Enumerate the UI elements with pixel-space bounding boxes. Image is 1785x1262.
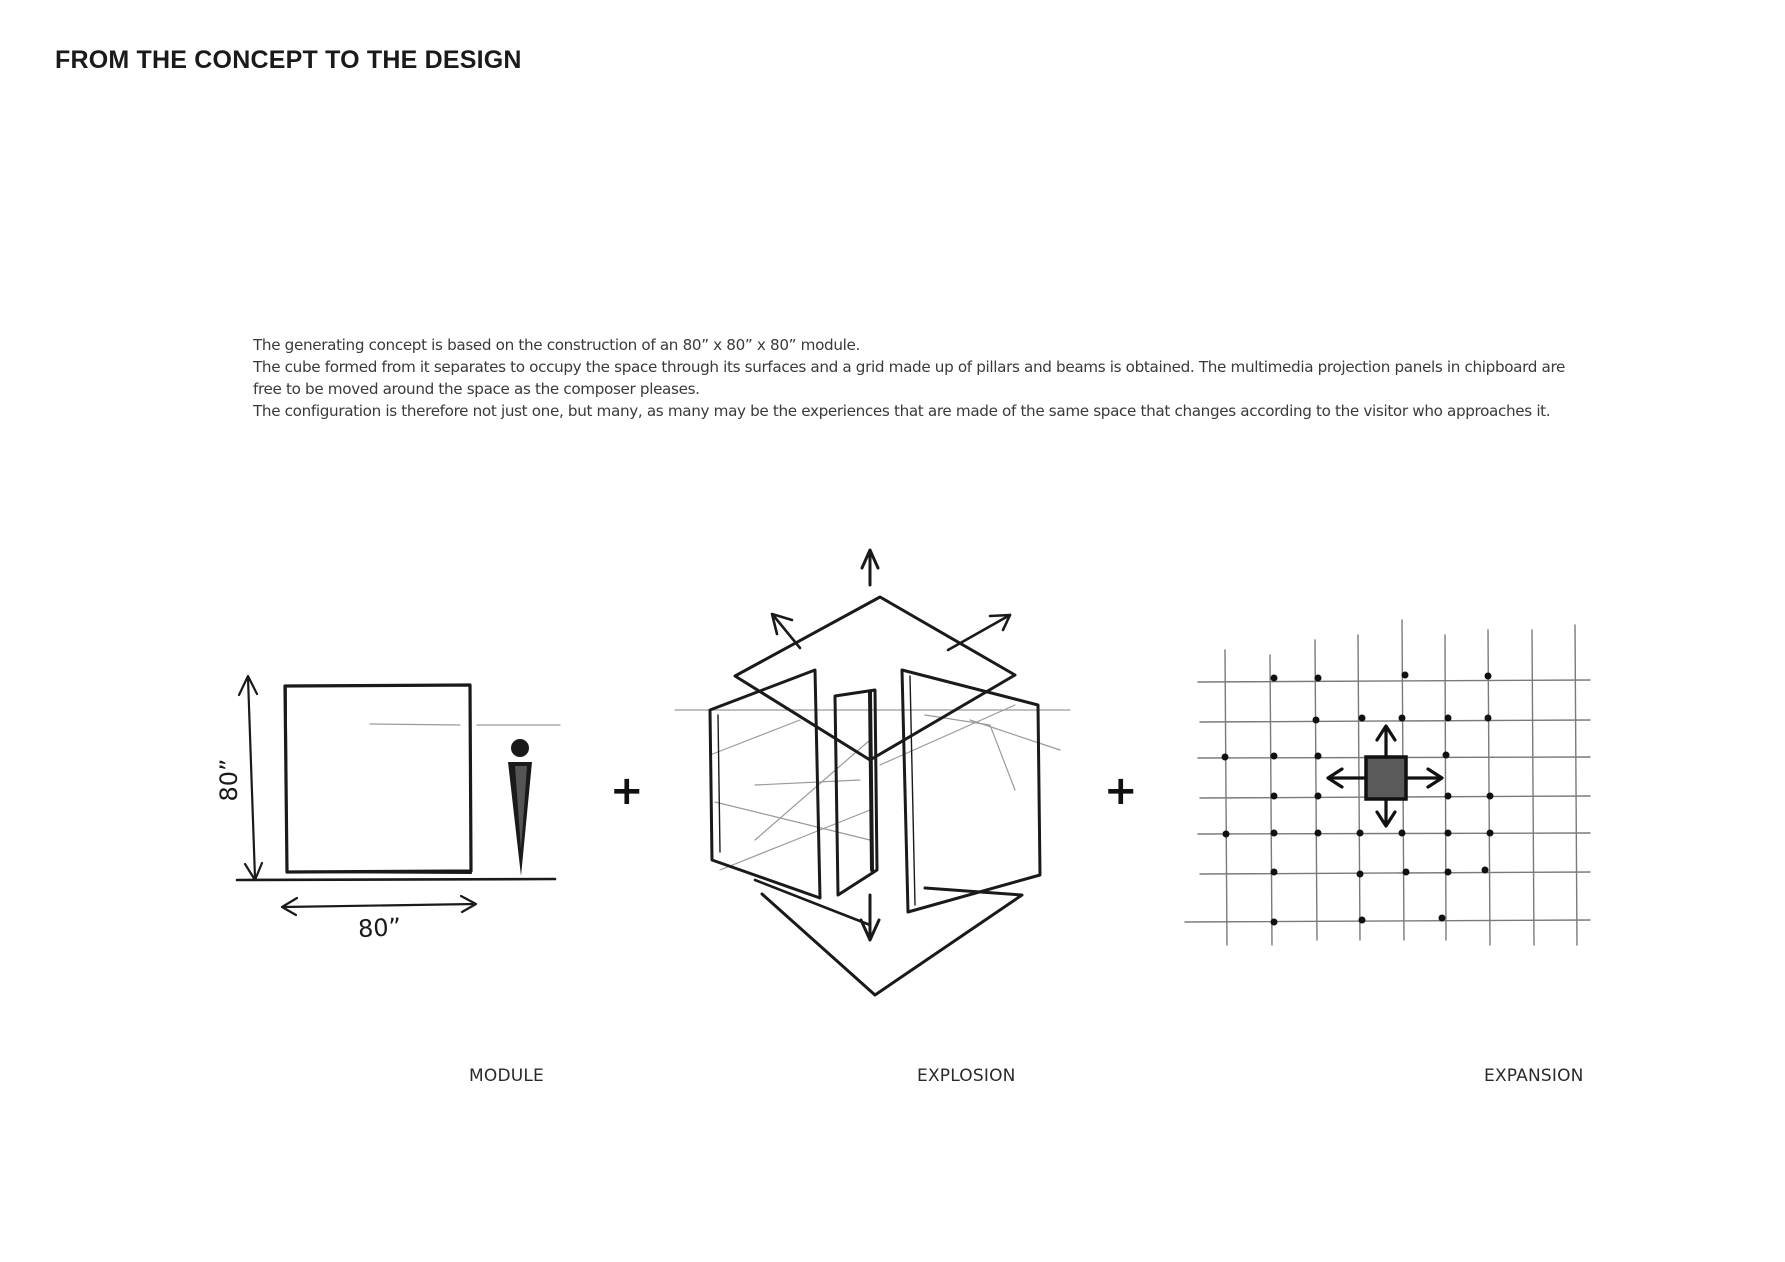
- module-square: [285, 685, 471, 872]
- module-sketch: [215, 650, 575, 970]
- description-paragraph-3: The configuration is therefore not just one, but many, as many may be the experiences that are made of the same space that changes according to the visitor who approaches it.: [253, 402, 1551, 420]
- concept-description: [253, 334, 1593, 422]
- explosion-caption: EXPLOSION: [917, 1066, 1016, 1086]
- height-dimension-arrow: [248, 678, 255, 878]
- expansion-drawing: [1170, 600, 1610, 960]
- grid-pillars: [1222, 672, 1494, 926]
- up-right-arrow: [948, 615, 1010, 650]
- description-paragraph-1: The generating concept is based on the construction of an 80” x 80” x 80” module.: [253, 336, 860, 354]
- description-paragraph-2: The cube formed from it separates to occupy the space through its surfaces and a grid made up of pillars and beams is obtained. The multimedia projection panels in chipboard are free to be moved around the space as the composer pleases.: [253, 358, 1566, 398]
- width-label: 80”: [357, 912, 402, 944]
- plus-sign-1: +: [610, 768, 644, 814]
- explosion-sketch: [670, 540, 1090, 1010]
- human-scale-figure: [508, 739, 532, 876]
- explosion-drawing: [670, 540, 1090, 1010]
- expansion-caption: EXPANSION: [1484, 1066, 1584, 1086]
- bottom-panel: [762, 888, 1022, 995]
- right-panel: [902, 670, 1040, 912]
- ground-line: [237, 879, 555, 880]
- plus-sign-2: +: [1104, 768, 1138, 814]
- width-dimension-arrow: [283, 904, 475, 907]
- module-caption: MODULE: [469, 1066, 544, 1086]
- central-module: [1366, 757, 1406, 799]
- height-label: 80”: [215, 758, 243, 802]
- module-drawing: [215, 650, 575, 970]
- expansion-sketch: [1170, 600, 1610, 960]
- page-title: FROM THE CONCEPT TO THE DESIGN: [55, 46, 522, 74]
